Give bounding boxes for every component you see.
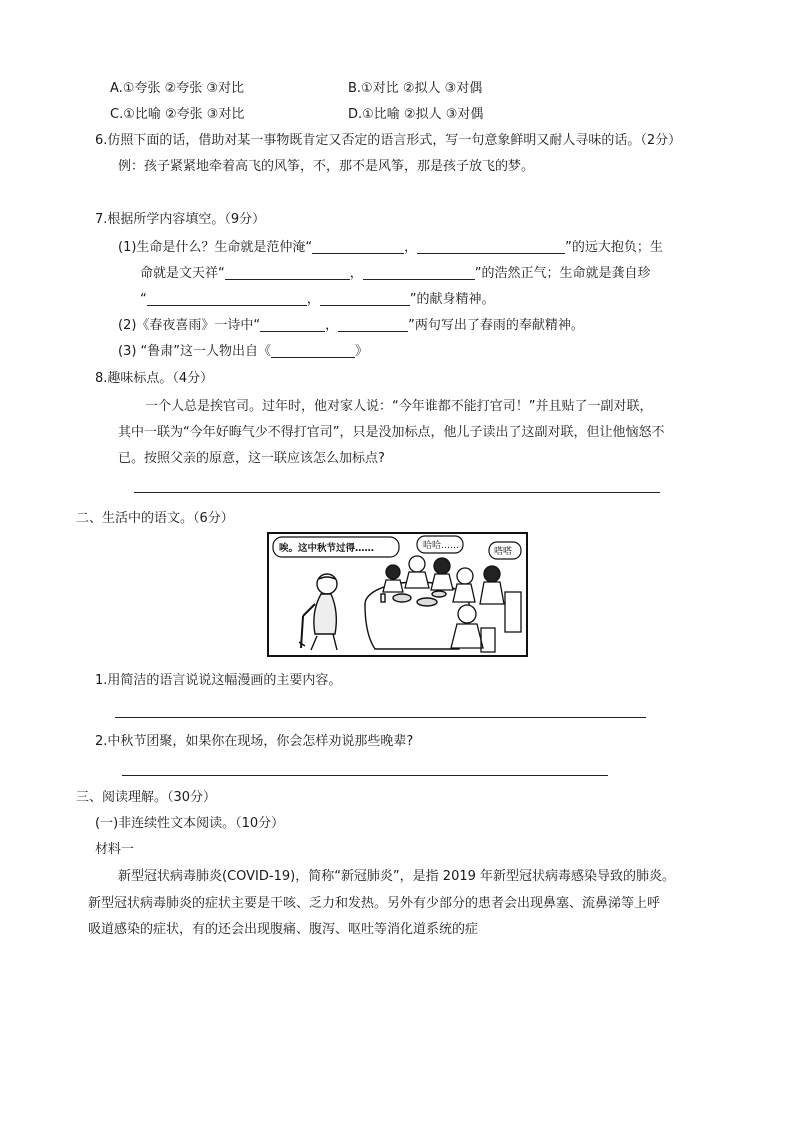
material1-para1: 新型冠状病毒肺炎(COVID-19)，简称“新冠肺炎”，是指 2019 年新型冠状病毒感染导致的肺炎。 [118, 869, 676, 884]
mid-autumn-cartoon [267, 532, 528, 657]
option-d: D.①比喻 ②拟人 ③对偶 [348, 107, 484, 122]
speech-mid: 哈哈…… [423, 541, 460, 551]
blank-9[interactable] [271, 343, 355, 358]
q8-para1: 一个人总是挨官司。过年时，他对家人说：“今年谁都不能打官司！”并且贴了一副对联， [145, 399, 653, 414]
answer-line-q8[interactable] [134, 492, 660, 493]
q7-s1b: ”的远大抱负；生 [565, 240, 663, 255]
q7-line3 [140, 291, 495, 309]
blank-4[interactable] [363, 265, 475, 280]
q7-s3b: 》 [355, 344, 369, 359]
comma: ， [325, 318, 339, 333]
option-b: B.①对比 ②拟人 ③对偶 [348, 81, 483, 96]
q8-para3: 已。按照父亲的原意，这一联应该怎么加标点? [118, 451, 385, 466]
option-c: C.①比喻 ②夸张 ③对比 [110, 107, 245, 122]
q7-line5 [118, 343, 368, 361]
q7-title: 7.根据所学内容填空。（9分） [95, 212, 266, 227]
q8-para2: 其中一联为“今年好晦气少不得打官司”，只是没加标点，他儿子读出了这副对联，但让他恼怒不 [118, 425, 665, 440]
blank-8[interactable] [338, 317, 408, 332]
answer-line-s2-q1[interactable] [115, 717, 646, 718]
section3-title: 三、阅读理解。（30分） [76, 790, 217, 805]
section2-q1: 1.用简洁的语言说说这幅漫画的主要内容。 [95, 673, 342, 688]
blank-7[interactable] [260, 317, 325, 332]
section2-q2: 2.中秋节团聚，如果你在现场，你会怎样劝说那些晚辈? [95, 734, 414, 749]
q7-line2 [140, 265, 651, 283]
blank-2[interactable] [417, 239, 565, 254]
blank-1[interactable] [312, 239, 404, 254]
q7-s2a: (2)《春夜喜雨》一诗中“ [118, 318, 261, 333]
section2-title: 二、生活中的语文。（6分） [76, 511, 234, 526]
quote-open: “ [140, 292, 147, 307]
q7-s3a: (3) “鲁肃”这一人物出自《 [118, 344, 272, 359]
q6-example: 例：孩子紧紧地牵着高飞的风筝，不，那不是风筝，那是孩子放飞的梦。 [118, 159, 535, 174]
q7-line4 [118, 317, 584, 335]
material1-para3: 吸道感染的症状，有的还会出现腹痛、腹泻、呕吐等消化道系统的症 [88, 922, 479, 937]
blank-5[interactable] [147, 291, 307, 306]
option-a: A.①夸张 ②夸张 ③对比 [110, 81, 245, 96]
answer-line-s2-q2[interactable] [122, 775, 608, 776]
comma: ， [349, 266, 363, 281]
q6-prompt: 6.仿照下面的话，借助对某一事物既肯定又否定的语言形式，写一句意象鲜明又耐人寻味的话。（2分） [95, 133, 682, 148]
comma: ， [404, 240, 418, 255]
q7-s1c: 命就是文天祥“ [140, 266, 225, 281]
q8-title: 8.趣味标点。（4分） [95, 371, 214, 386]
section3-part1: (一)非连续性文本阅读。（10分） [95, 816, 285, 831]
speech-left: 唉。这中秋节过得…… [279, 543, 375, 554]
q7-s2b: ”两句写出了春雨的奉献精神。 [408, 318, 584, 333]
q7-s1a: (1)生命是什么？生命就是范仲淹“ [118, 240, 313, 255]
q7-line1 [118, 239, 663, 257]
q7-s1d: ”的浩然正气；生命就是龚自珍 [474, 266, 651, 281]
speech-right: 嗒嗒 [494, 547, 513, 557]
comma: ， [306, 292, 320, 307]
q7-s1e: ”的献身精神。 [409, 292, 495, 307]
material1-para2: 新型冠状病毒肺炎的症状主要是干咳、乏力和发热。另外有少部分的患者会出现鼻塞、流鼻涕等上呼 [88, 896, 661, 911]
blank-3[interactable] [225, 265, 350, 280]
blank-6[interactable] [320, 291, 410, 306]
material1-label: 材料一 [95, 842, 135, 857]
